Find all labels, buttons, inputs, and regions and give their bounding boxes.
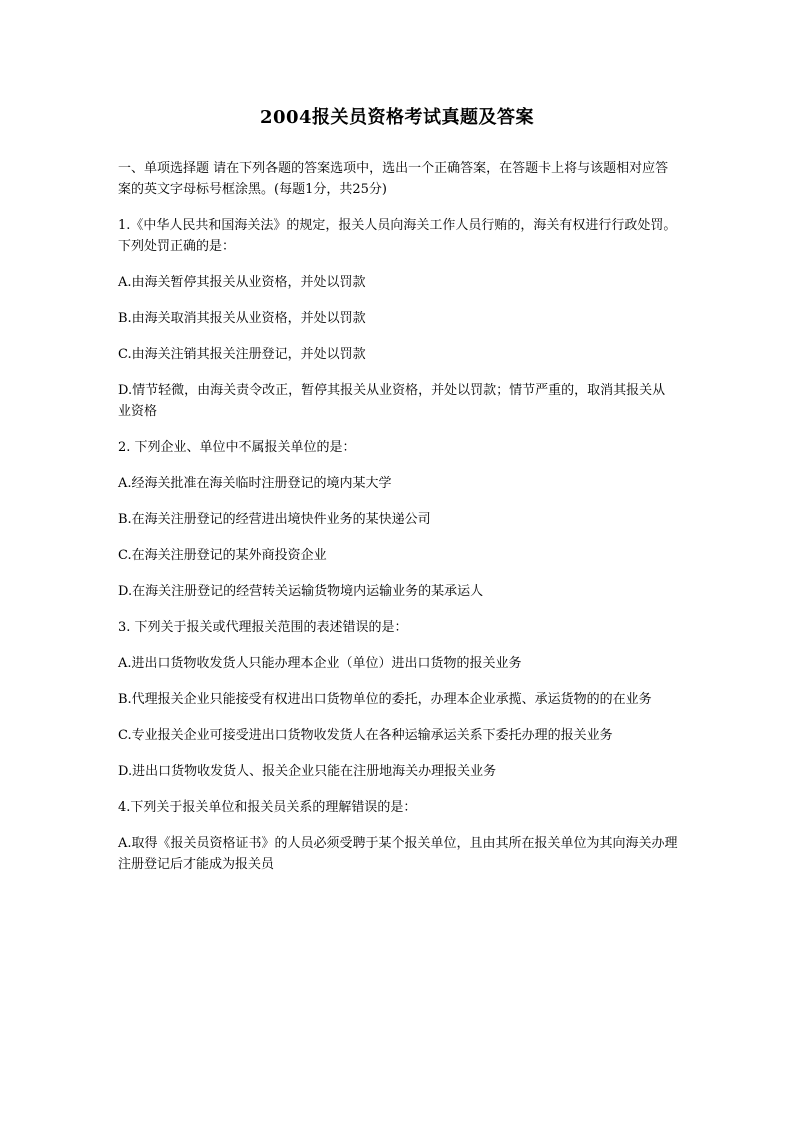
document-title: 2004报关员资格考试真题及答案 xyxy=(259,107,535,128)
document-body xyxy=(118,158,678,890)
question-option: D.在海关注册登记的经营转关运输货物境内运输业务的某承运人 xyxy=(118,584,484,599)
question-stem: 1.《中华人民共和国海关法》的规定，报关人员向海关工作人员行贿的，海关有权进行行政处罚。下列处罚正确的是： xyxy=(118,218,677,254)
question-option: A.取得《报关员资格证书》的人员必须受聘于某个报关单位，且由其所在报关单位为其向海关办理注册登记后才能成为报关员 xyxy=(118,836,678,872)
question-option: C.由海关注销其报关注册登记，并处以罚款 xyxy=(118,347,366,362)
question-option: B.代理报关企业只能接受有权进出口货物单位的委托，办理本企业承揽、承运货物的的在业务 xyxy=(118,692,652,707)
question-option: B.由海关取消其报关从业资格，并处以罚款 xyxy=(118,311,366,326)
question-option: C.专业报关企业可接受进出口货物收发货人在各种运输承运关系下委托办理的报关业务 xyxy=(118,728,613,743)
question-option: A.经海关批准在海关临时注册登记的境内某大学 xyxy=(118,476,392,491)
question-option: B.在海关注册登记的经营进出境快件业务的某快递公司 xyxy=(118,512,431,527)
question-stem: 3. 下列关于报关或代理报关范围的表述错误的是： xyxy=(118,620,408,635)
section-intro: 一、单项选择题 请在下列各题的答案选项中，选出一个正确答案，在答题卡上将与该题相对应答案的英文字母标号框涂黑。(每题1分，共25分) xyxy=(118,161,669,197)
question-option: D.进出口货物收发货人、报关企业只能在注册地海关办理报关业务 xyxy=(118,764,497,779)
question-option: A.进出口货物收发货人只能办理本企业（单位）进出口货物的报关业务 xyxy=(118,656,522,671)
question-option: A.由海关暂停其报关从业资格，并处以罚款 xyxy=(118,275,366,290)
question-stem: 4.下列关于报关单位和报关员关系的理解错误的是： xyxy=(118,800,417,815)
question-option: C.在海关注册登记的某外商投资企业 xyxy=(118,548,327,563)
question-option: D.情节轻微，由海关责令改正，暂停其报关从业资格，并处以罚款；情节严重的，取消其报关从业资格 xyxy=(118,383,666,419)
question-stem: 2. 下列企业、单位中不属报关单位的是： xyxy=(118,440,356,455)
